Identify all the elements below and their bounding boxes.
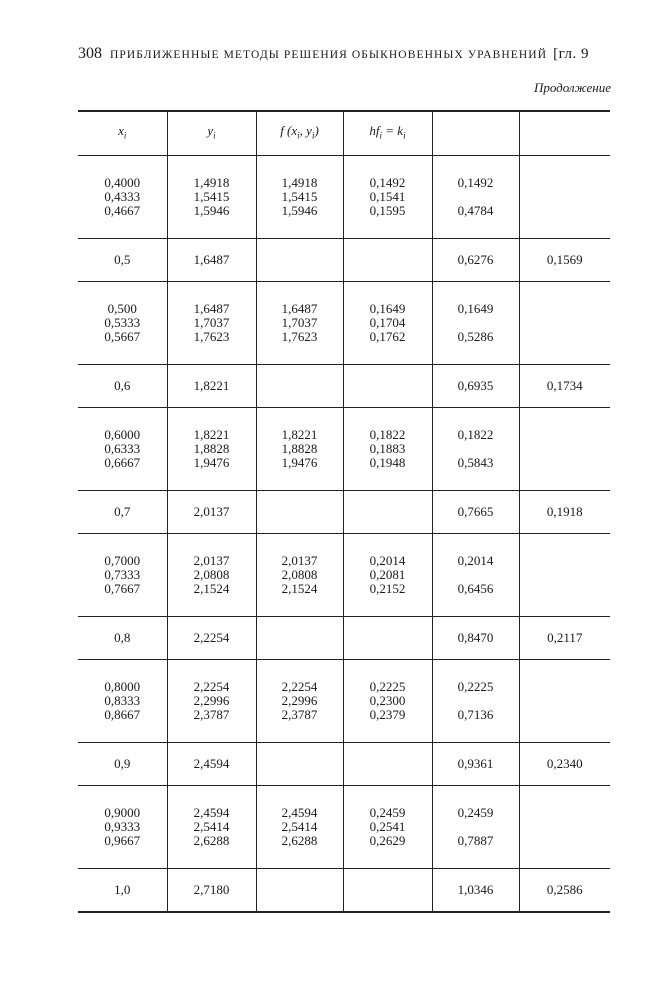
cell-y-value: 1,6487	[193, 301, 230, 316]
cell-x-value: 0,4000	[104, 175, 141, 190]
cell-delta	[519, 743, 610, 786]
table-row	[78, 408, 610, 491]
cell-sum-value: 0,2225	[457, 679, 494, 694]
cell-f	[256, 660, 343, 743]
cell-x-value: 0,6000	[104, 427, 141, 442]
cell-k	[343, 743, 432, 786]
cell-k-value: 0,1492	[369, 175, 406, 190]
cell-y	[167, 282, 256, 365]
cell-sum-value: 0,6456	[457, 581, 494, 596]
cell-x-value: 0,7333	[104, 567, 141, 582]
cell-y-value: 2,2254	[193, 679, 230, 694]
cell-sum	[432, 239, 519, 282]
cell-x-value: 0,4333	[104, 189, 141, 204]
cell-sum-value: 0,2014	[457, 553, 494, 568]
cell-k-value: 0,1704	[369, 315, 406, 330]
line-gap	[433, 694, 519, 708]
cell-x-value: 0,5667	[104, 329, 141, 344]
cell-delta-value: 0,1918	[546, 504, 583, 519]
cell-k	[343, 869, 432, 913]
line-gap	[433, 442, 519, 456]
cell-y-value: 1,9476	[193, 455, 230, 470]
cell-y-value: 1,7623	[193, 329, 230, 344]
cell-k-value: 0,2300	[369, 693, 406, 708]
cell-k-value: 0,2459	[369, 805, 406, 820]
cell-f	[256, 491, 343, 534]
cell-sum	[432, 617, 519, 660]
cell-sum-value: 0,6276	[457, 252, 494, 267]
cell-k-value: 0,2152	[369, 581, 406, 596]
cell-f	[256, 408, 343, 491]
cell-sum-value: 0,8470	[457, 630, 494, 645]
cell-y-value: 1,8828	[193, 441, 230, 456]
cell-sum	[432, 156, 519, 239]
cell-f-value: 2,4594	[281, 805, 318, 820]
cell-x	[78, 660, 167, 743]
cell-y	[167, 408, 256, 491]
cell-x-value: 1,0	[114, 882, 131, 897]
table-row	[78, 239, 610, 282]
cell-f	[256, 743, 343, 786]
table-header-row	[78, 111, 610, 156]
cell-y	[167, 869, 256, 913]
cell-y-value: 1,5415	[193, 189, 230, 204]
cell-sum	[432, 408, 519, 491]
cell-y-value: 1,8221	[193, 427, 230, 442]
cell-sum	[432, 534, 519, 617]
cell-y	[167, 156, 256, 239]
cell-x	[78, 365, 167, 408]
cell-y-value: 2,7180	[193, 882, 230, 897]
cell-f-value: 1,8221	[281, 427, 318, 442]
cell-sum	[432, 869, 519, 913]
cell-k	[343, 660, 432, 743]
cell-x	[78, 617, 167, 660]
cell-sum-value: 0,6935	[457, 378, 494, 393]
cell-f	[256, 617, 343, 660]
cell-k-value: 0,2014	[369, 553, 406, 568]
line-gap	[433, 820, 519, 834]
cell-y-value: 2,4594	[193, 805, 230, 820]
cell-y	[167, 534, 256, 617]
cell-x-value: 0,9667	[104, 833, 141, 848]
cell-x	[78, 156, 167, 239]
cell-k	[343, 786, 432, 869]
cell-f	[256, 365, 343, 408]
cell-delta	[519, 282, 610, 365]
table-row	[78, 156, 610, 239]
cell-y-value: 1,6487	[193, 252, 230, 267]
cell-sum-value: 0,1822	[457, 427, 494, 442]
cell-f-value: 1,5415	[281, 189, 318, 204]
cell-f	[256, 239, 343, 282]
col-header-delta	[519, 111, 610, 156]
cell-f-value: 2,2254	[281, 679, 318, 694]
cell-k-value: 0,1948	[369, 455, 406, 470]
cell-x-value: 0,4667	[104, 203, 141, 218]
cell-k	[343, 239, 432, 282]
cell-f	[256, 534, 343, 617]
col-header-y: $y_i$	[167, 111, 256, 156]
cell-y-value: 2,2254	[193, 630, 230, 645]
cell-y	[167, 491, 256, 534]
cell-k-value: 0,2225	[369, 679, 406, 694]
cell-x-value: 0,7667	[104, 581, 141, 596]
cell-k-value: 0,2379	[369, 707, 406, 722]
table-row	[78, 617, 610, 660]
cell-delta-value: 0,1569	[546, 252, 583, 267]
cell-x-value: 0,8000	[104, 679, 141, 694]
cell-delta	[519, 617, 610, 660]
table-row	[78, 743, 610, 786]
table-row	[78, 365, 610, 408]
cell-sum	[432, 491, 519, 534]
cell-k	[343, 534, 432, 617]
cell-delta	[519, 491, 610, 534]
cell-x-value: 0,8	[114, 630, 131, 645]
cell-x-value: 0,8333	[104, 693, 141, 708]
cell-y-value: 2,0808	[193, 567, 230, 582]
cell-delta	[519, 534, 610, 617]
cell-x-value: 0,5333	[104, 315, 141, 330]
cell-sum	[432, 743, 519, 786]
cell-sum-value: 0,5286	[457, 329, 494, 344]
table-row	[78, 534, 610, 617]
cell-sum	[432, 786, 519, 869]
cell-delta-value: 0,2586	[546, 882, 583, 897]
cell-x-value: 0,9	[114, 756, 131, 771]
cell-f-value: 2,2996	[281, 693, 318, 708]
cell-k-value: 0,1762	[369, 329, 406, 344]
line-gap	[433, 316, 519, 330]
cell-y	[167, 660, 256, 743]
cell-y-value: 2,3787	[193, 707, 230, 722]
cell-k	[343, 408, 432, 491]
cell-x	[78, 239, 167, 282]
cell-sum-value: 0,4784	[457, 203, 494, 218]
cell-k-value: 0,1595	[369, 203, 406, 218]
cell-k-value: 0,1541	[369, 189, 406, 204]
cell-x	[78, 534, 167, 617]
cell-delta-value: 0,1734	[546, 378, 583, 393]
cell-sum-value: 0,7887	[457, 833, 494, 848]
cell-y-value: 2,0137	[193, 553, 230, 568]
cell-y-value: 1,8221	[193, 378, 230, 393]
results-table	[78, 110, 610, 913]
cell-y	[167, 743, 256, 786]
cell-sum-value: 0,5843	[457, 455, 494, 470]
cell-k-value: 0,2629	[369, 833, 406, 848]
running-title: ПРИБЛИЖЕННЫЕ МЕТОДЫ РЕШЕНИЯ ОБЫКНОВЕННЫХ УРАВНЕНИЙ	[110, 49, 548, 61]
line-gap	[433, 190, 519, 204]
cell-delta	[519, 786, 610, 869]
cell-x	[78, 869, 167, 913]
table-row	[78, 282, 610, 365]
cell-x-value: 0,500	[107, 301, 137, 316]
cell-sum-value: 0,7665	[457, 504, 494, 519]
cell-k	[343, 282, 432, 365]
cell-y	[167, 617, 256, 660]
cell-sum	[432, 282, 519, 365]
cell-f-value: 1,4918	[281, 175, 318, 190]
cell-delta	[519, 408, 610, 491]
cell-f-value: 2,5414	[281, 819, 318, 834]
cell-sum-value: 0,9361	[457, 756, 494, 771]
cell-y	[167, 239, 256, 282]
cell-y	[167, 786, 256, 869]
cell-k-value: 0,2541	[369, 819, 406, 834]
cell-delta	[519, 239, 610, 282]
cell-f	[256, 156, 343, 239]
cell-x	[78, 786, 167, 869]
cell-y-value: 2,6288	[193, 833, 230, 848]
cell-k-value: 0,2081	[369, 567, 406, 582]
cell-sum-value: 1,0346	[457, 882, 494, 897]
cell-y-value: 2,4594	[193, 756, 230, 771]
cell-k	[343, 365, 432, 408]
col-header-f: f ($x_i$, $y_i$)	[256, 111, 343, 156]
cell-f	[256, 786, 343, 869]
page-number: 308	[78, 45, 102, 62]
cell-k-value: 0,1649	[369, 301, 406, 316]
table-row	[78, 786, 610, 869]
cell-delta	[519, 660, 610, 743]
cell-x	[78, 282, 167, 365]
cell-delta-value: 0,2117	[547, 630, 583, 645]
cell-x-value: 0,9000	[104, 805, 141, 820]
cell-y-value: 2,1524	[193, 581, 230, 596]
table-row	[78, 491, 610, 534]
cell-x-value: 0,6	[114, 378, 131, 393]
chapter-ref: [гл. 9	[553, 46, 589, 62]
cell-delta	[519, 156, 610, 239]
cell-sum-value: 0,7136	[457, 707, 494, 722]
cell-k	[343, 156, 432, 239]
col-header-k: $hf_i = k_i$	[343, 111, 432, 156]
cell-f-value: 2,0808	[281, 567, 318, 582]
line-gap	[433, 568, 519, 582]
cell-f-value: 2,6288	[281, 833, 318, 848]
cell-y-value: 2,2996	[193, 693, 230, 708]
cell-x	[78, 743, 167, 786]
cell-x	[78, 408, 167, 491]
cell-f-value: 1,7037	[281, 315, 318, 330]
cell-sum-value: 0,1492	[457, 175, 494, 190]
table-row	[78, 660, 610, 743]
cell-sum-value: 0,2459	[457, 805, 494, 820]
cell-x-value: 0,6667	[104, 455, 141, 470]
cell-f-value: 1,6487	[281, 301, 318, 316]
cell-y-value: 1,5946	[193, 203, 230, 218]
cell-f-value: 2,0137	[281, 553, 318, 568]
cell-f-value: 1,5946	[281, 203, 318, 218]
cell-sum-value: 0,1649	[457, 301, 494, 316]
continuation-label: Продолжение	[533, 80, 611, 95]
cell-x-value: 0,9333	[104, 819, 141, 834]
cell-x	[78, 491, 167, 534]
cell-f-value: 2,3787	[281, 707, 318, 722]
cell-x-value: 0,6333	[104, 441, 141, 456]
cell-delta-value: 0,2340	[546, 756, 583, 771]
cell-x-value: 0,7	[114, 504, 131, 519]
cell-k-value: 0,1883	[369, 441, 406, 456]
cell-y-value: 1,4918	[193, 175, 230, 190]
cell-y-value: 2,0137	[193, 504, 230, 519]
cell-delta	[519, 365, 610, 408]
cell-sum	[432, 660, 519, 743]
cell-f-value: 1,9476	[281, 455, 318, 470]
page-header	[78, 45, 610, 63]
cell-sum	[432, 365, 519, 408]
cell-x-value: 0,8667	[104, 707, 141, 722]
cell-f	[256, 869, 343, 913]
cell-k	[343, 617, 432, 660]
cell-f-value: 2,1524	[281, 581, 318, 596]
table-row	[78, 869, 610, 913]
cell-f	[256, 282, 343, 365]
cell-delta	[519, 869, 610, 913]
cell-k	[343, 491, 432, 534]
cell-y-value: 2,5414	[193, 819, 230, 834]
cell-f-value: 1,8828	[281, 441, 318, 456]
cell-y	[167, 365, 256, 408]
cell-f-value: 1,7623	[281, 329, 318, 344]
cell-x-value: 0,7000	[104, 553, 141, 568]
col-header-sum	[432, 111, 519, 156]
cell-x-value: 0,5	[114, 252, 131, 267]
cell-k-value: 0,1822	[369, 427, 406, 442]
cell-y-value: 1,7037	[193, 315, 230, 330]
col-header-x: $x_i$	[78, 111, 167, 156]
